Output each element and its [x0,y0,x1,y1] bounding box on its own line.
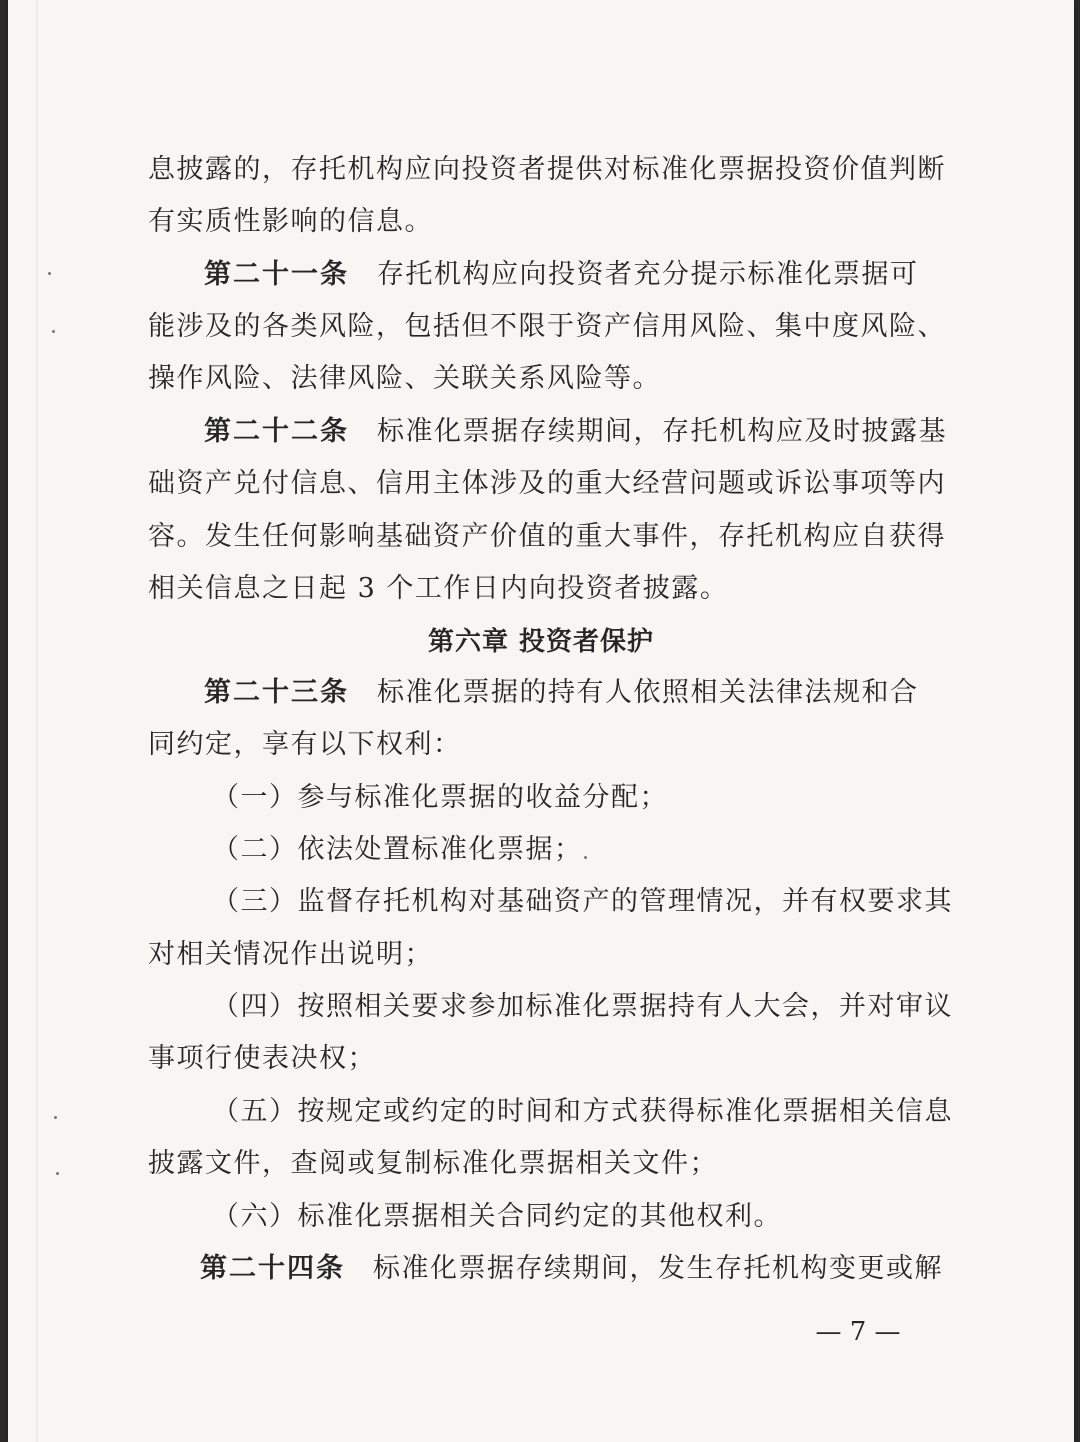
scan-speck [54,1116,57,1119]
text-line: 能涉及的各类风险，包括但不限于资产信用风险、集中度风险、 [148,311,946,342]
page-number: — 7 — [815,1317,901,1347]
rights-item-3: （三）监督存托机构对基础资产的管理情况，并有权要求其 [212,886,953,917]
scan-speck [48,272,51,275]
article-24-text: 标准化票据存续期间，发生存托机构变更或解 [373,1253,943,1284]
article-23-label: 第二十三条 [204,677,349,708]
rights-item-4-cont: 事项行使表决权； [148,1043,376,1074]
text-line: 同约定，享有以下权利： [148,729,462,760]
rights-item-4: （四）按照相关要求参加标准化票据持有人大会，并对审议 [212,991,953,1022]
text-line: 操作风险、法律风险、关联关系风险等。 [148,363,661,394]
article-22-first-line [204,412,947,452]
text-line: 础资产兑付信息、信用主体涉及的重大经营问题或诉讼事项等内 [148,468,946,499]
scan-speck [56,1172,59,1175]
rights-item-5-cont: 披露文件，查阅或复制标准化票据相关文件； [148,1148,718,1179]
article-23-text: 标准化票据的持有人依照相关法律法规和合 [377,677,919,708]
page-fold-shadow [36,0,38,1442]
scan-speck [584,856,587,859]
article-21-text: 存托机构应向投资者充分提示标准化票据可 [377,259,919,290]
article-22-text: 标准化票据存续期间，存托机构应及时披露基 [377,416,947,447]
rights-item-1: （一）参与标准化票据的收益分配； [212,782,668,813]
text-line: 息披露的，存托机构应向投资者提供对标准化票据投资价值判断 [148,154,946,185]
article-24-first-line [200,1249,943,1289]
article-24-label: 第二十四条 [200,1253,345,1284]
text-line: 相关信息之日起 3 个工作日内向投资者披露。 [148,573,729,604]
rights-item-2: （二）依法处置标准化票据； [212,834,583,865]
rights-item-3-cont: 对相关情况作出说明； [148,939,433,970]
article-21-first-line [204,255,938,295]
article-21-label: 第二十一条 [204,259,349,290]
text-line: 容。发生任何影响基础资产价值的重大事件，存托机构应自获得 [148,521,946,552]
text-line: 有实质性影响的信息。 [148,206,433,237]
article-22-label: 第二十二条 [204,416,349,447]
rights-item-5: （五）按规定或约定的时间和方式获得标准化票据相关信息 [212,1096,953,1127]
rights-item-6: （六）标准化票据相关合同约定的其他权利。 [212,1201,782,1232]
chapter-heading: 第六章 投资者保护 [427,627,655,657]
article-23-first-line [204,673,938,713]
document-page [8,0,1074,1442]
scan-speck [52,330,55,333]
